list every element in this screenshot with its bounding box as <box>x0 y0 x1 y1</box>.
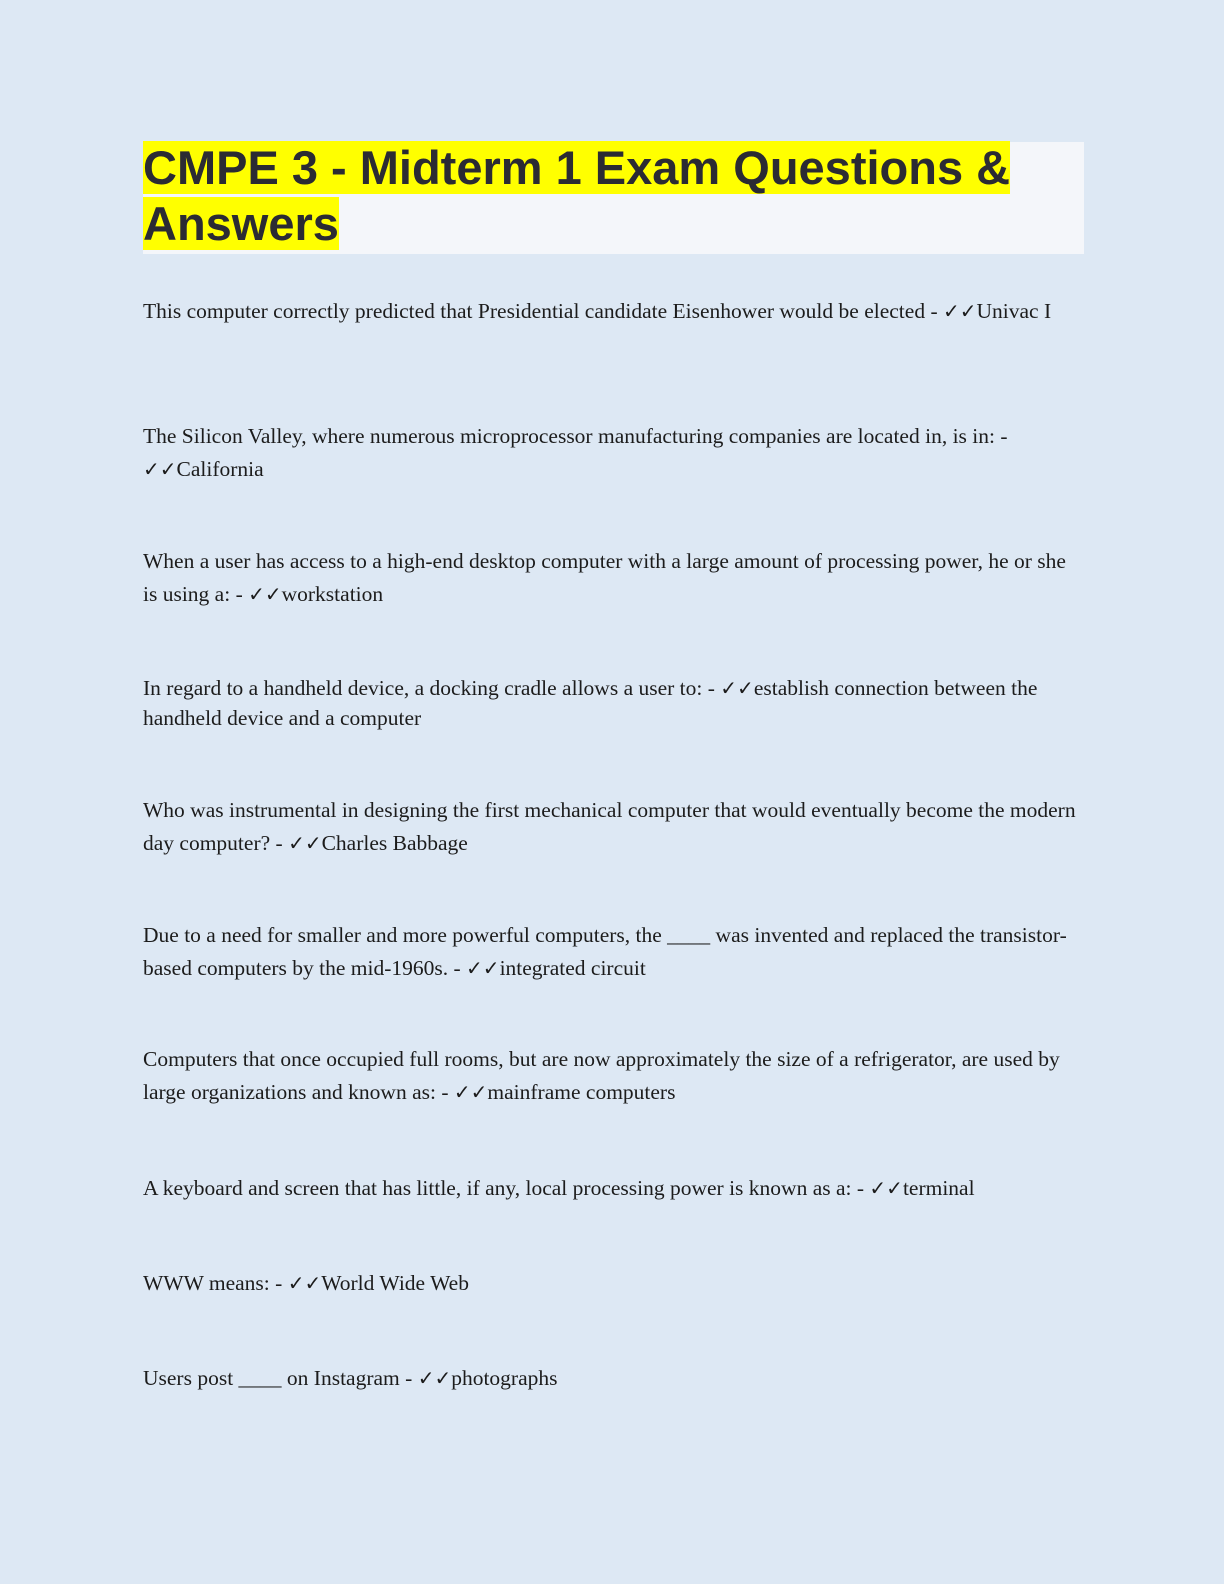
check-mark-icon: ✓✓ <box>453 1080 488 1104</box>
answer-text: integrated circuit <box>499 956 646 980</box>
answer-text: mainframe computers <box>487 1080 676 1104</box>
question-text: The Silicon Valley, where numerous microprocessor manufacturing companies are located in, is in: - <box>143 424 1008 448</box>
answer-text: photographs <box>451 1366 558 1390</box>
check-mark-icon: ✓✓ <box>288 831 322 855</box>
check-mark-icon: ✓✓ <box>287 1271 322 1295</box>
qa-item-9 <box>143 1267 1078 1300</box>
qa-item-10 <box>143 1362 1078 1395</box>
answer-text: California <box>176 457 264 481</box>
answer-text: Charles Babbage <box>321 831 468 855</box>
question-text: Due to a need for smaller and more powerful computers, the ____ was invented and replaced the transistor-based computers by the mid-1960s. - <box>143 923 1067 980</box>
check-mark-icon: ✓✓ <box>869 1176 903 1200</box>
answer-text: establish connection between the handheld device and a computer <box>143 676 1038 730</box>
answer-text: terminal <box>902 1176 975 1200</box>
check-mark-icon: ✓✓ <box>417 1366 452 1390</box>
answer-text: workstation <box>281 582 384 606</box>
question-text: In regard to a handheld device, a docking cradle allows a user to: - <box>143 676 721 700</box>
qa-item-6 <box>143 919 1078 985</box>
question-text: When a user has access to a high-end desktop computer with a large amount of processing power, he or she is using a: - <box>143 549 1066 606</box>
qa-item-7 <box>143 1043 1078 1109</box>
qa-item-1 <box>143 295 1078 328</box>
qa-item-5 <box>143 794 1078 860</box>
question-text: Users post ____ on Instagram - <box>143 1366 418 1390</box>
answer-text: Univac I <box>976 299 1052 323</box>
check-mark-icon: ✓✓ <box>143 457 177 481</box>
question-text: WWW means: - <box>143 1271 288 1295</box>
question-text: This computer correctly predicted that Presidential candidate Eisenhower would be elected - <box>143 299 943 323</box>
check-mark-icon: ✓✓ <box>248 582 282 606</box>
answer-text: World Wide Web <box>321 1271 469 1295</box>
check-mark-icon: ✓✓ <box>942 299 977 323</box>
qa-item-3 <box>143 545 1078 611</box>
qa-item-2 <box>143 420 1078 486</box>
question-text: Computers that once occupied full rooms, but are now approximately the size of a refrigerator, are used by large organizations and known as: - <box>143 1047 1060 1104</box>
question-text: A keyboard and screen that has little, if any, local processing power is known as a: - <box>143 1176 870 1200</box>
qa-item-8 <box>143 1172 1078 1205</box>
qa-item-4 <box>143 673 1078 733</box>
check-mark-icon: ✓✓ <box>466 956 500 980</box>
document-title-text: CMPE 3 - Midterm 1 Exam Questions & Answers <box>143 141 1011 250</box>
document-title <box>143 140 1084 252</box>
question-text: Who was instrumental in designing the first mechanical computer that would eventually become the modern day computer? - <box>143 798 1076 855</box>
check-mark-icon: ✓✓ <box>720 676 754 700</box>
